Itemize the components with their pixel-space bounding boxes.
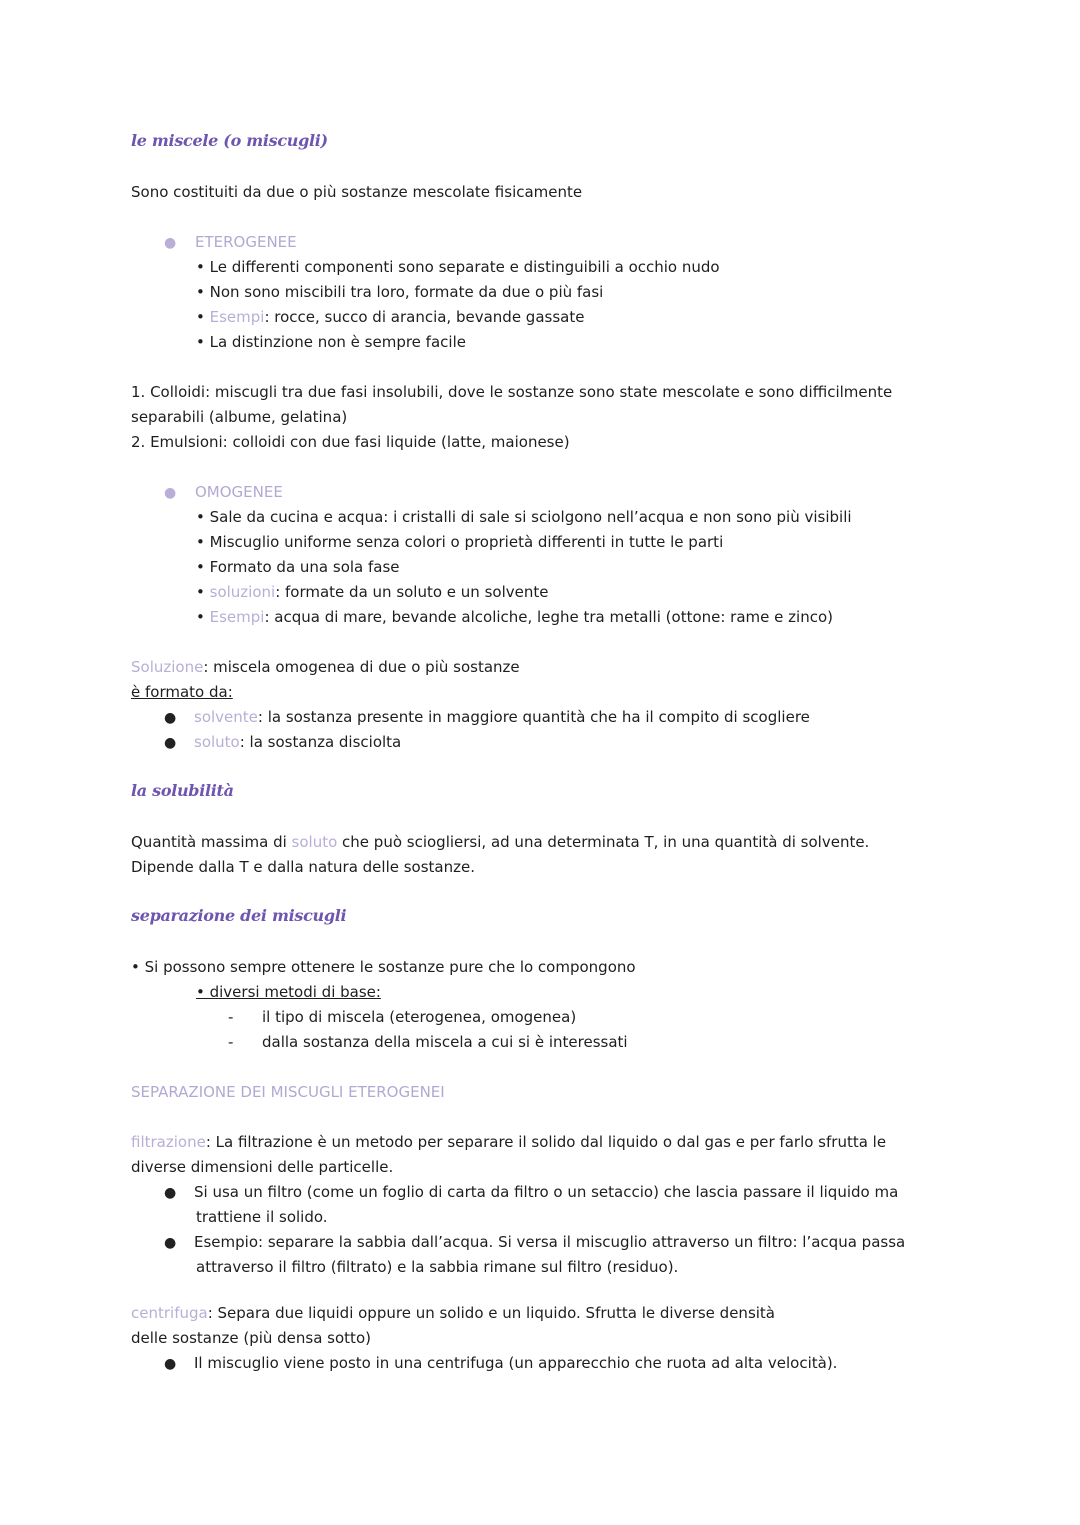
dash-item: - dalla sostanza della miscela a cui si è interessati xyxy=(228,1033,628,1051)
intro-text: Sono costituiti da due o più sostanze mescolate fisicamente xyxy=(131,183,583,201)
list-item: • Miscuglio uniforme senza colori o proprietà differenti in tutte le parti xyxy=(196,533,724,551)
section-caption: SEPARAZIONE DEI MISCUGLI ETEROGENEI xyxy=(131,1083,445,1101)
list-item: • Non sono miscibili tra loro, formate da due o più fasi xyxy=(196,283,604,301)
list-item: ● solvente: la sostanza presente in maggiore quantità che ha il compito di scogliere xyxy=(164,708,810,726)
list-item: ● Il miscuglio viene posto in una centrifuga (un apparecchio che ruota ad alta velocità). xyxy=(164,1354,838,1372)
bullet-icon: ● xyxy=(164,235,177,251)
bullet-icon: ● xyxy=(164,485,177,501)
list-item: • Le differenti componenti sono separate e distinguibili a occhio nudo xyxy=(196,258,720,276)
underlined-label: è formato da: xyxy=(131,683,233,701)
heading-miscele: le miscele (o miscugli) xyxy=(131,131,328,150)
paragraph-line: diverse dimensioni delle particelle. xyxy=(131,1158,394,1176)
keyword: soluto xyxy=(194,733,240,751)
heading-solubilita: la solubilità xyxy=(131,781,234,800)
keyword: soluzioni xyxy=(209,583,276,601)
bullet-icon: ● xyxy=(164,1356,177,1372)
paragraph-line: 1. Colloidi: miscugli tra due fasi insolubili, dove le sostanze sono state mescolate e sono difficilmente xyxy=(131,383,893,401)
list-item: ● Si usa un filtro (come un foglio di carta da filtro o un setaccio) che lascia passare il liquido ma xyxy=(164,1183,899,1201)
list-item: • Sale da cucina e acqua: i cristalli di sale si sciolgono nell’acqua e non sono più visibili xyxy=(196,508,852,526)
list-item: ● Esempio: separare la sabbia dall’acqua. Si versa il miscuglio attraverso un filtro: l’acqua passa xyxy=(164,1233,906,1251)
bullet-icon: ● xyxy=(164,710,177,726)
bullet-icon: ● xyxy=(164,1185,177,1201)
list-item: • Esempi: acqua di mare, bevande alcoliche, leghe tra metalli (ottone: rame e zinco) xyxy=(196,608,833,626)
list-item: • soluzioni: formate da un soluto e un solvente xyxy=(196,583,549,601)
eterogenee-title: ● ETEROGENEE xyxy=(164,233,297,251)
list-item: • Formato da una sola fase xyxy=(196,558,400,576)
paragraph-line: 2. Emulsioni: colloidi con due fasi liquide (latte, maionese) xyxy=(131,433,570,451)
keyword: solvente xyxy=(194,708,258,726)
keyword: filtrazione xyxy=(131,1133,206,1151)
paragraph-line: centrifuga: Separa due liquidi oppure un solido e un liquido. Sfrutta le diverse densità xyxy=(131,1304,775,1322)
keyword: centrifuga xyxy=(131,1304,208,1322)
dash-icon: - xyxy=(228,1008,234,1026)
keyword: soluto xyxy=(291,833,338,851)
paragraph-line: Dipende dalla T e dalla natura delle sostanze. xyxy=(131,858,475,876)
list-item: • Esempi: rocce, succo di arancia, bevande gassate xyxy=(196,308,585,326)
bullet-icon: ● xyxy=(164,1235,177,1251)
omogenee-title: ● OMOGENEE xyxy=(164,483,283,501)
keyword: Esempi xyxy=(209,608,265,626)
list-item-cont: trattiene il solido. xyxy=(196,1208,328,1226)
list-item: ● soluto: la sostanza disciolta xyxy=(164,733,402,751)
paragraph-line: filtrazione: La filtrazione è un metodo per separare il solido dal liquido o dal gas e per farlo sfrutta le xyxy=(131,1133,887,1151)
list-item-cont: attraverso il filtro (filtrato) e la sabbia rimane sul filtro (residuo). xyxy=(196,1258,679,1276)
paragraph-line: Soluzione: miscela omogenea di due o più sostanze xyxy=(131,658,520,676)
dash-icon: - xyxy=(228,1033,234,1051)
dash-item: - il tipo di miscela (eterogenea, omogenea) xyxy=(228,1008,577,1026)
underlined-label: • diversi metodi di base: xyxy=(196,983,381,1001)
keyword: Soluzione xyxy=(131,658,204,676)
paragraph-line: • Si possono sempre ottenere le sostanze pure che lo compongono xyxy=(131,958,636,976)
keyword: Esempi xyxy=(209,308,265,326)
heading-separazione: separazione dei miscugli xyxy=(131,906,347,925)
paragraph-line: separabili (albume, gelatina) xyxy=(131,408,348,426)
bullet-icon: ● xyxy=(164,735,177,751)
paragraph-line: delle sostanze (più densa sotto) xyxy=(131,1329,371,1347)
paragraph-line: Quantità massima di soluto che può sciogliersi, ad una determinata T, in una quantità di solvente. xyxy=(131,833,870,851)
list-item: • La distinzione non è sempre facile xyxy=(196,333,466,351)
